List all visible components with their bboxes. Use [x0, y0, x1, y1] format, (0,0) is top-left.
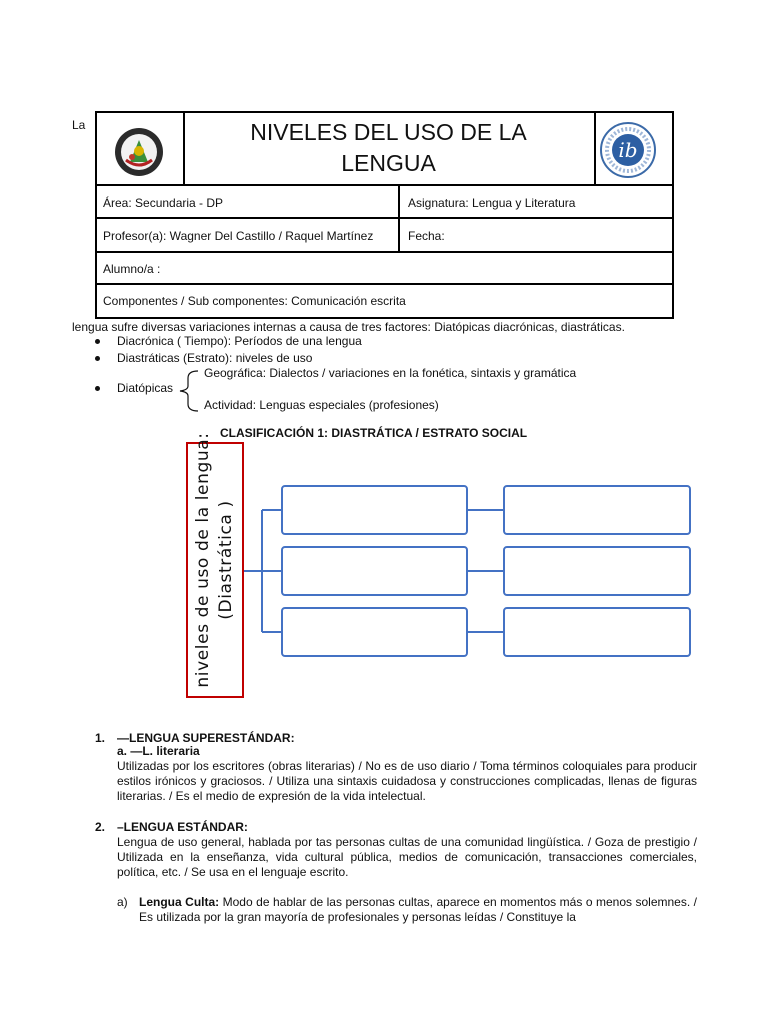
area-field: Área: Secundaria - DP	[103, 195, 224, 210]
section-title: —LENGUA SUPERESTÁNDAR:	[117, 731, 295, 745]
diagram-vertical-label: niveles de uso de la lengua: (Diastrática )	[193, 432, 236, 688]
diagram-box	[281, 546, 468, 596]
diatopica-geografica: Geográfica: Dialectos / variaciones en la fonética, sintaxis y gramática	[204, 366, 577, 380]
componentes-field: Componentes / Sub componentes: Comunicación escrita	[103, 294, 406, 308]
section-number: 1.	[95, 731, 106, 745]
subsection-label: a)	[117, 895, 128, 909]
diatopica-actividad: Actividad: Lenguas especiales (profesiones)	[204, 398, 439, 412]
stray-text-la: La	[72, 118, 86, 132]
alumno-field: Alumno/a :	[103, 262, 161, 276]
list-item: Diatópicas	[117, 381, 173, 395]
profesor-field: Profesor(a): Wagner Del Castillo / Raquel Martínez	[103, 229, 374, 243]
intro-text: lengua sufre diversas variaciones internas a causa de tres factores: Diatópicas diacrónicas, diastráticas.	[72, 320, 625, 334]
page-title: NIVELES DEL USO DE LA LENGUA	[250, 119, 527, 176]
section-number: 2.	[95, 820, 106, 834]
svg-text:ib: ib	[618, 138, 638, 162]
section-subtitle: a. —L. literaria	[117, 744, 200, 758]
diagram-box	[503, 607, 691, 657]
clasificacion-title: CLASIFICACIÓN 1: DIASTRÁTICA / ESTRATO SOCIAL	[220, 426, 528, 440]
diagram-box	[503, 546, 691, 596]
asignatura-field: Asignatura: Lengua y Literatura	[408, 195, 576, 210]
subsection-text: Lengua Culta: Modo de hablar de las personas cultas, aparece en momentos más o menos solemnes. / Es utilizada por la gran mayoría de profesionales y personas leídas / Constituye la	[139, 895, 697, 924]
fecha-field: Fecha:	[408, 229, 445, 243]
section-title: –LENGUA ESTÁNDAR:	[117, 820, 248, 834]
list-item: Diastráticas (Estrato): niveles de uso	[117, 351, 312, 365]
diagram-box	[503, 485, 691, 535]
diagram-box	[281, 607, 468, 657]
diagram-box	[281, 485, 468, 535]
section-text: Lengua de uso general, hablada por tas personas cultas de una comunidad lingüística. / Goza de prestigio / Utilizada en la enseñanza, vida cultural pública, medios de comunicación, transacciones comerciales, política, etc. / Se usa en el lenguaje escrito.	[117, 835, 697, 879]
list-item: Diacrónica ( Tiempo): Períodos de una lengua	[117, 334, 362, 348]
section-text: Utilizadas por los escritores (obras literarias) / No es de uso diario / Toma términos coloquiales para producir estilos irónicos y graciosos. / Utiliza una sintaxis cuidadosa y construcciones complicadas, llenas de figuras literarias. / Es el medio de expresión de la vida intelectual.	[117, 759, 697, 803]
